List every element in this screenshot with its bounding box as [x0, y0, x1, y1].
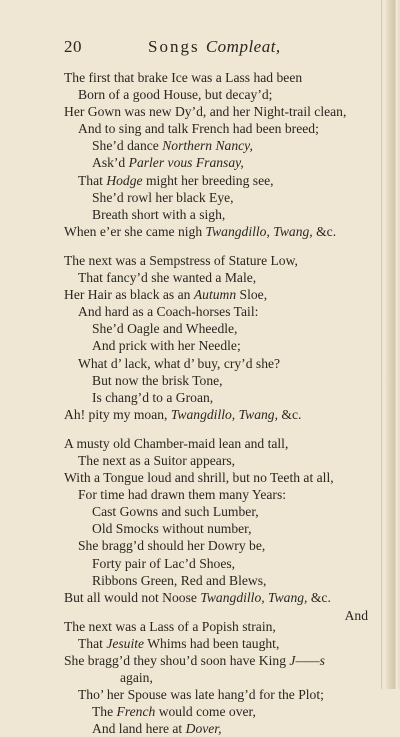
- verse-line: [64, 189, 394, 206]
- verse-text: What d’ lack, what d’ buy, cry’d she?: [78, 355, 281, 371]
- verse-text: With a Tongue loud and shrill, but no Teeth at all,: [64, 470, 334, 486]
- running-title-italic: Compleat,: [205, 37, 281, 56]
- stanza-gap: [64, 240, 394, 252]
- verse-text: But now the brisk Tone,: [92, 372, 223, 388]
- verse-line: [64, 669, 394, 686]
- italic-text: Parler vous Fransay,: [128, 155, 244, 171]
- verse-line: [64, 223, 394, 240]
- verse-line: [64, 555, 394, 572]
- verse-text: And to sing and talk French had been breed;: [78, 121, 319, 137]
- verse-text: Ah! pity my moan,: [64, 406, 171, 422]
- verse-line: [64, 86, 394, 103]
- verse-text: And land here at: [92, 721, 186, 737]
- stanza: [64, 435, 394, 606]
- stanza-gap: [64, 423, 394, 435]
- verse-line: [64, 406, 394, 423]
- verse-line: [64, 469, 394, 486]
- verse-line: [64, 389, 394, 406]
- stanza: [64, 252, 394, 423]
- verse-line: [64, 154, 394, 171]
- verse-line: [64, 206, 394, 223]
- verse-text: She bragg’d they shou’d soon have King: [64, 653, 290, 668]
- verse-text: Born of a good House, but decay’d;: [78, 87, 273, 103]
- stanza: [64, 69, 394, 240]
- verse-text: again,: [120, 670, 153, 686]
- verse-line: [64, 572, 394, 589]
- verse-text: might her breeding see,: [142, 172, 274, 188]
- verse-text: The: [92, 704, 117, 720]
- verse-line: [64, 69, 394, 86]
- verse-line: [64, 137, 394, 154]
- italic-text: Hodge: [106, 172, 143, 188]
- italic-text: Autumn: [193, 287, 237, 303]
- italic-text: Jesuite: [106, 635, 145, 651]
- verse-line: [64, 355, 394, 372]
- italic-text: J——s: [289, 653, 325, 668]
- verse-text: Cast Gowns and such Lumber,: [92, 504, 259, 520]
- stanza: [64, 618, 394, 737]
- verse-text: Her Hair as black as an: [64, 287, 194, 303]
- verse-text: &c.: [307, 589, 331, 605]
- page-number: 20: [64, 37, 82, 56]
- running-title: [148, 37, 281, 57]
- verse-line: [64, 172, 394, 189]
- verse-text: Old Smocks without number,: [92, 521, 252, 537]
- verse-line: [64, 252, 394, 269]
- verse-text: Ask’d: [92, 155, 129, 171]
- verse-line: [64, 435, 394, 452]
- italic-text: French: [116, 704, 156, 720]
- verse-text: She’d Oagle and Wheedle,: [92, 321, 238, 337]
- verse-text: But all would not Noose: [64, 589, 201, 605]
- verse-text: Sloe,: [236, 287, 268, 303]
- verse-text: Forty pair of Lac’d Shoes,: [92, 555, 236, 571]
- verse-line: [64, 320, 394, 337]
- verse-text: She bragg’d should her Dowry be,: [78, 538, 266, 554]
- verse-text: The next was a Sempstress of Stature Low,: [64, 252, 298, 268]
- verse-text: Breath short with a sigh,: [92, 206, 226, 222]
- catchword: And: [344, 608, 368, 623]
- italic-text: Twangdillo, Twang,: [205, 223, 313, 239]
- verse-line: [64, 269, 394, 286]
- verse-text: For time had drawn them many Years:: [78, 487, 287, 503]
- verse-line: [64, 589, 394, 606]
- verse-text: Is chang’d to a Groan,: [92, 389, 214, 405]
- verse-text: When e’er she came nigh: [64, 223, 206, 239]
- verse-text: The next as a Suitor appears,: [78, 452, 236, 468]
- verse-text: That: [78, 635, 107, 651]
- italic-text: Twangdillo, Twang,: [200, 589, 308, 605]
- verse-text: Her Gown was new Dy’d, and her Night-trail clean,: [64, 104, 347, 120]
- verse-line: [64, 303, 394, 320]
- verse-line: [64, 503, 394, 520]
- verse-text: Whims had been taught,: [144, 635, 280, 651]
- italic-text: Northern Nancy,: [162, 138, 253, 154]
- verse-text: A musty old Chamber-maid lean and tall,: [64, 435, 289, 451]
- page-header: [64, 37, 364, 57]
- verse-text: Tho’ her Spouse was late hang’d for the Plot;: [78, 687, 324, 703]
- verse-line: [64, 103, 394, 120]
- verse-line: [64, 452, 394, 469]
- verse-text: The first that brake Ice was a Lass had been: [64, 70, 303, 85]
- verse-line: [64, 372, 394, 389]
- verse-line: [64, 537, 394, 554]
- verse-line: [64, 720, 394, 737]
- verse-text: That fancy’d she wanted a Male,: [78, 270, 257, 286]
- verse-text: She’d dance: [92, 138, 163, 154]
- song-text: [64, 69, 394, 737]
- verse-line: [64, 520, 394, 537]
- verse-text: She’d rowl her black Eye,: [92, 189, 234, 205]
- verse-line: [64, 337, 394, 354]
- verse-line: [64, 703, 394, 720]
- verse-line: [64, 120, 394, 137]
- verse-line: [64, 286, 394, 303]
- verse-text: Ribbons Green, Red and Blews,: [92, 572, 267, 588]
- verse-text: And hard as a Coach-horses Tail:: [78, 304, 259, 320]
- verse-line: [64, 635, 394, 652]
- italic-text: Dover,: [185, 721, 222, 737]
- running-title-main: Songs: [148, 37, 200, 56]
- verse-text: &c.: [312, 223, 337, 239]
- verse-text: &c.: [278, 406, 302, 422]
- italic-text: Twangdillo, Twang,: [170, 406, 278, 422]
- verse-text: That: [78, 172, 107, 188]
- verse-text: would come over,: [155, 704, 256, 720]
- verse-line: [64, 486, 394, 503]
- verse-text: And prick with her Needle;: [92, 338, 241, 354]
- verse-text: The next was a Lass of a Popish strain,: [64, 618, 276, 634]
- verse-line: [64, 652, 394, 669]
